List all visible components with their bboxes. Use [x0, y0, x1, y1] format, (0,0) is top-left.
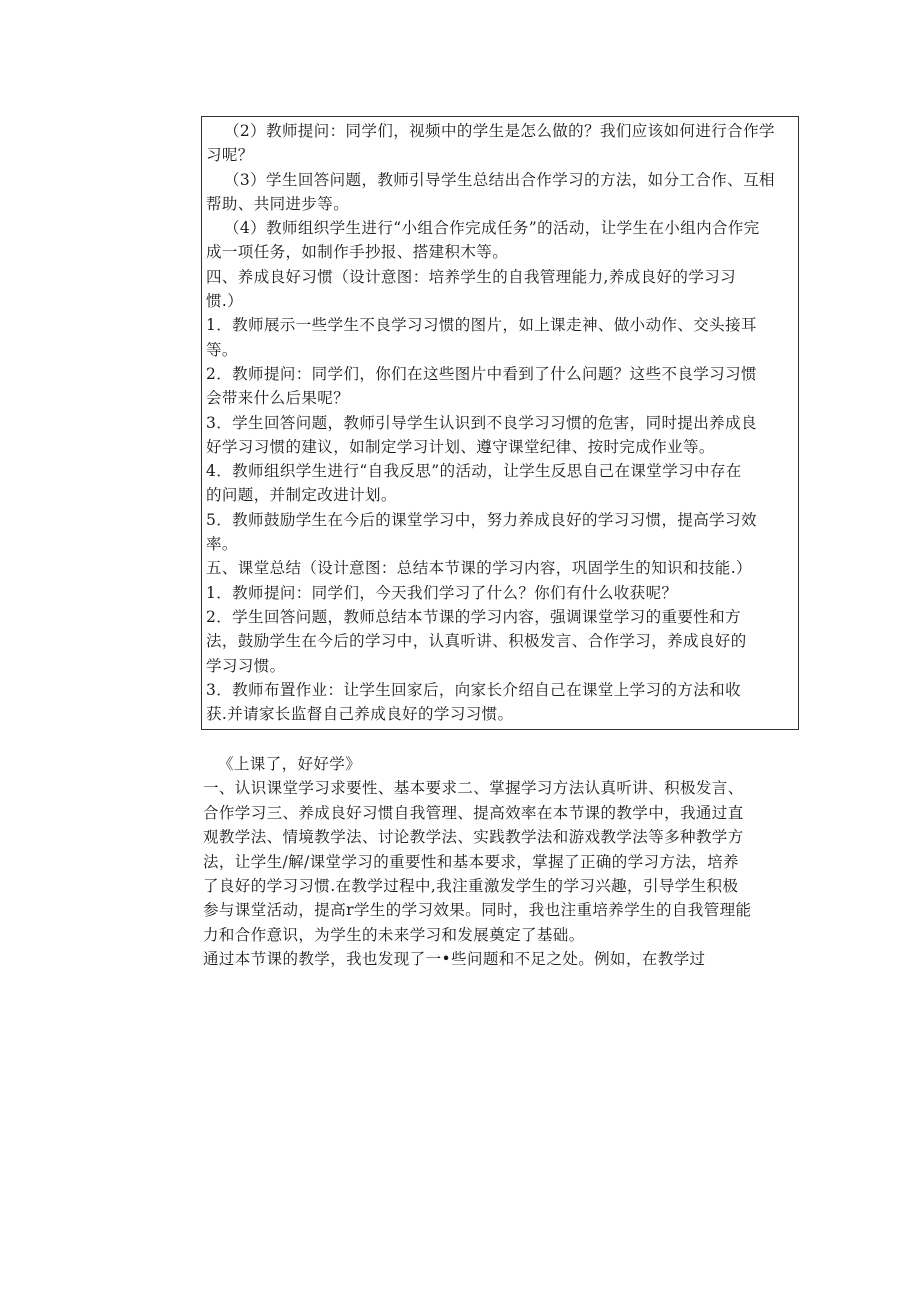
text-line: 合作学习三、养成良好习惯自我管理、提高效率在本节课的教学中，我通过直: [203, 803, 744, 822]
text-line: 参与课堂活动，提高r学生的学习效果。同时，我也注重培养学生的自我管理能: [203, 901, 752, 920]
text-line: 等。: [206, 340, 238, 359]
text-line: （2）教师提问：同学们，视频中的学生是怎么做的？我们应该如何进行合作学: [224, 122, 775, 140]
text-line: 帮助、共同进步等。: [206, 194, 350, 213]
text-line: 观教学法、情境教学法、讨论教学法、实践教学法和游戏教学法等多种教学方: [203, 828, 744, 847]
section-heading: 五、课堂总结（设计意图：总结本节课的学习内容，巩固学生的知识和技能.）: [206, 559, 752, 578]
text-line: 惯.）: [206, 292, 244, 311]
text-line: 一、认识课堂学习求要性、基本要求二、掌握学习方法认真听讲、积极发言、: [203, 779, 744, 798]
text-line: 成一项任务，如制作手抄报、搭建积木等。: [206, 243, 509, 262]
text-line: （4）教师组织学生进行“小组合作完成任务”的活动，让学生在小组内合作完: [224, 219, 760, 238]
text-line: （3）学生回答问题，教师引导学生总结出合作学习的方法，如分工合作、互相: [224, 170, 775, 189]
text-line: 1．教师提问：同学们，今天我们学习了什么？你们有什么收获呢？: [206, 583, 678, 602]
lesson-title: 《上课了，好好学》: [218, 755, 362, 773]
text-line: 了良好的学习习惯.在教学过程中,我注重激发学生的学习兴趣，引导学生积极: [203, 877, 739, 896]
text-line: 获.并请家长监督自己养成良好的学习习惯。: [206, 705, 514, 724]
text-line: 2．学生回答问题，教师总结本节课的学习内容，强调课堂学习的重要性和方: [206, 607, 741, 626]
section-heading: 四、养成良好习惯（设计意图：培养学生的自我管理能力,养成良好的学习习: [206, 267, 737, 286]
text-line: 1．教师展示一些学生不良学习习惯的图片，如上课走神、做小动作、交头接耳: [206, 316, 757, 335]
text-line: 法，让学生/解/课堂学习的重要性和基本要求，掌握了正确的学习方法，培养: [203, 852, 739, 871]
text-line: 3．学生回答问题，教师引导学生认识到不良学习习惯的危害，同时提出养成良: [206, 413, 757, 432]
text-line: 习呢？: [206, 146, 254, 165]
text-line: 好学习习惯的建议，如制定学习计划、遵守课堂纪律、按时完成作业等。: [206, 437, 715, 456]
lesson-plan-table-cell: [201, 116, 799, 730]
text-line: 力和合作意识，为学生的未来学习和发展奠定了基础。: [203, 925, 585, 944]
text-line: 5．教师鼓励学生在今后的课堂学习中，努力养成良好的学习习惯，提高学习效: [206, 510, 757, 529]
reflection-section: [203, 752, 803, 972]
text-line: 4．教师组织学生进行“自我反思”的活动，让学生反思自己在课堂学习中存在: [206, 462, 742, 481]
text-line: 3．教师布置作业：让学生回家后，向家长介绍自己在课堂上学习的方法和收: [206, 680, 741, 699]
text-line: 学习习惯。: [206, 656, 286, 675]
text-line: 法，鼓励学生在今后的学习中，认真听讲、积极发言、合作学习，养成良好的: [206, 632, 747, 651]
text-line: 2．教师提问：同学们，你们在这些图片中看到了什么问题？这些不良学习习惯: [206, 364, 757, 383]
text-line: 率。: [206, 535, 238, 554]
text-line: 通过本节课的教学，我也发现了一•些问题和不足之处。例如，在教学过: [203, 950, 706, 969]
text-line: 会带来什么后果呢？: [206, 389, 350, 408]
text-line: 的问题，并制定改进计划。: [206, 486, 397, 505]
